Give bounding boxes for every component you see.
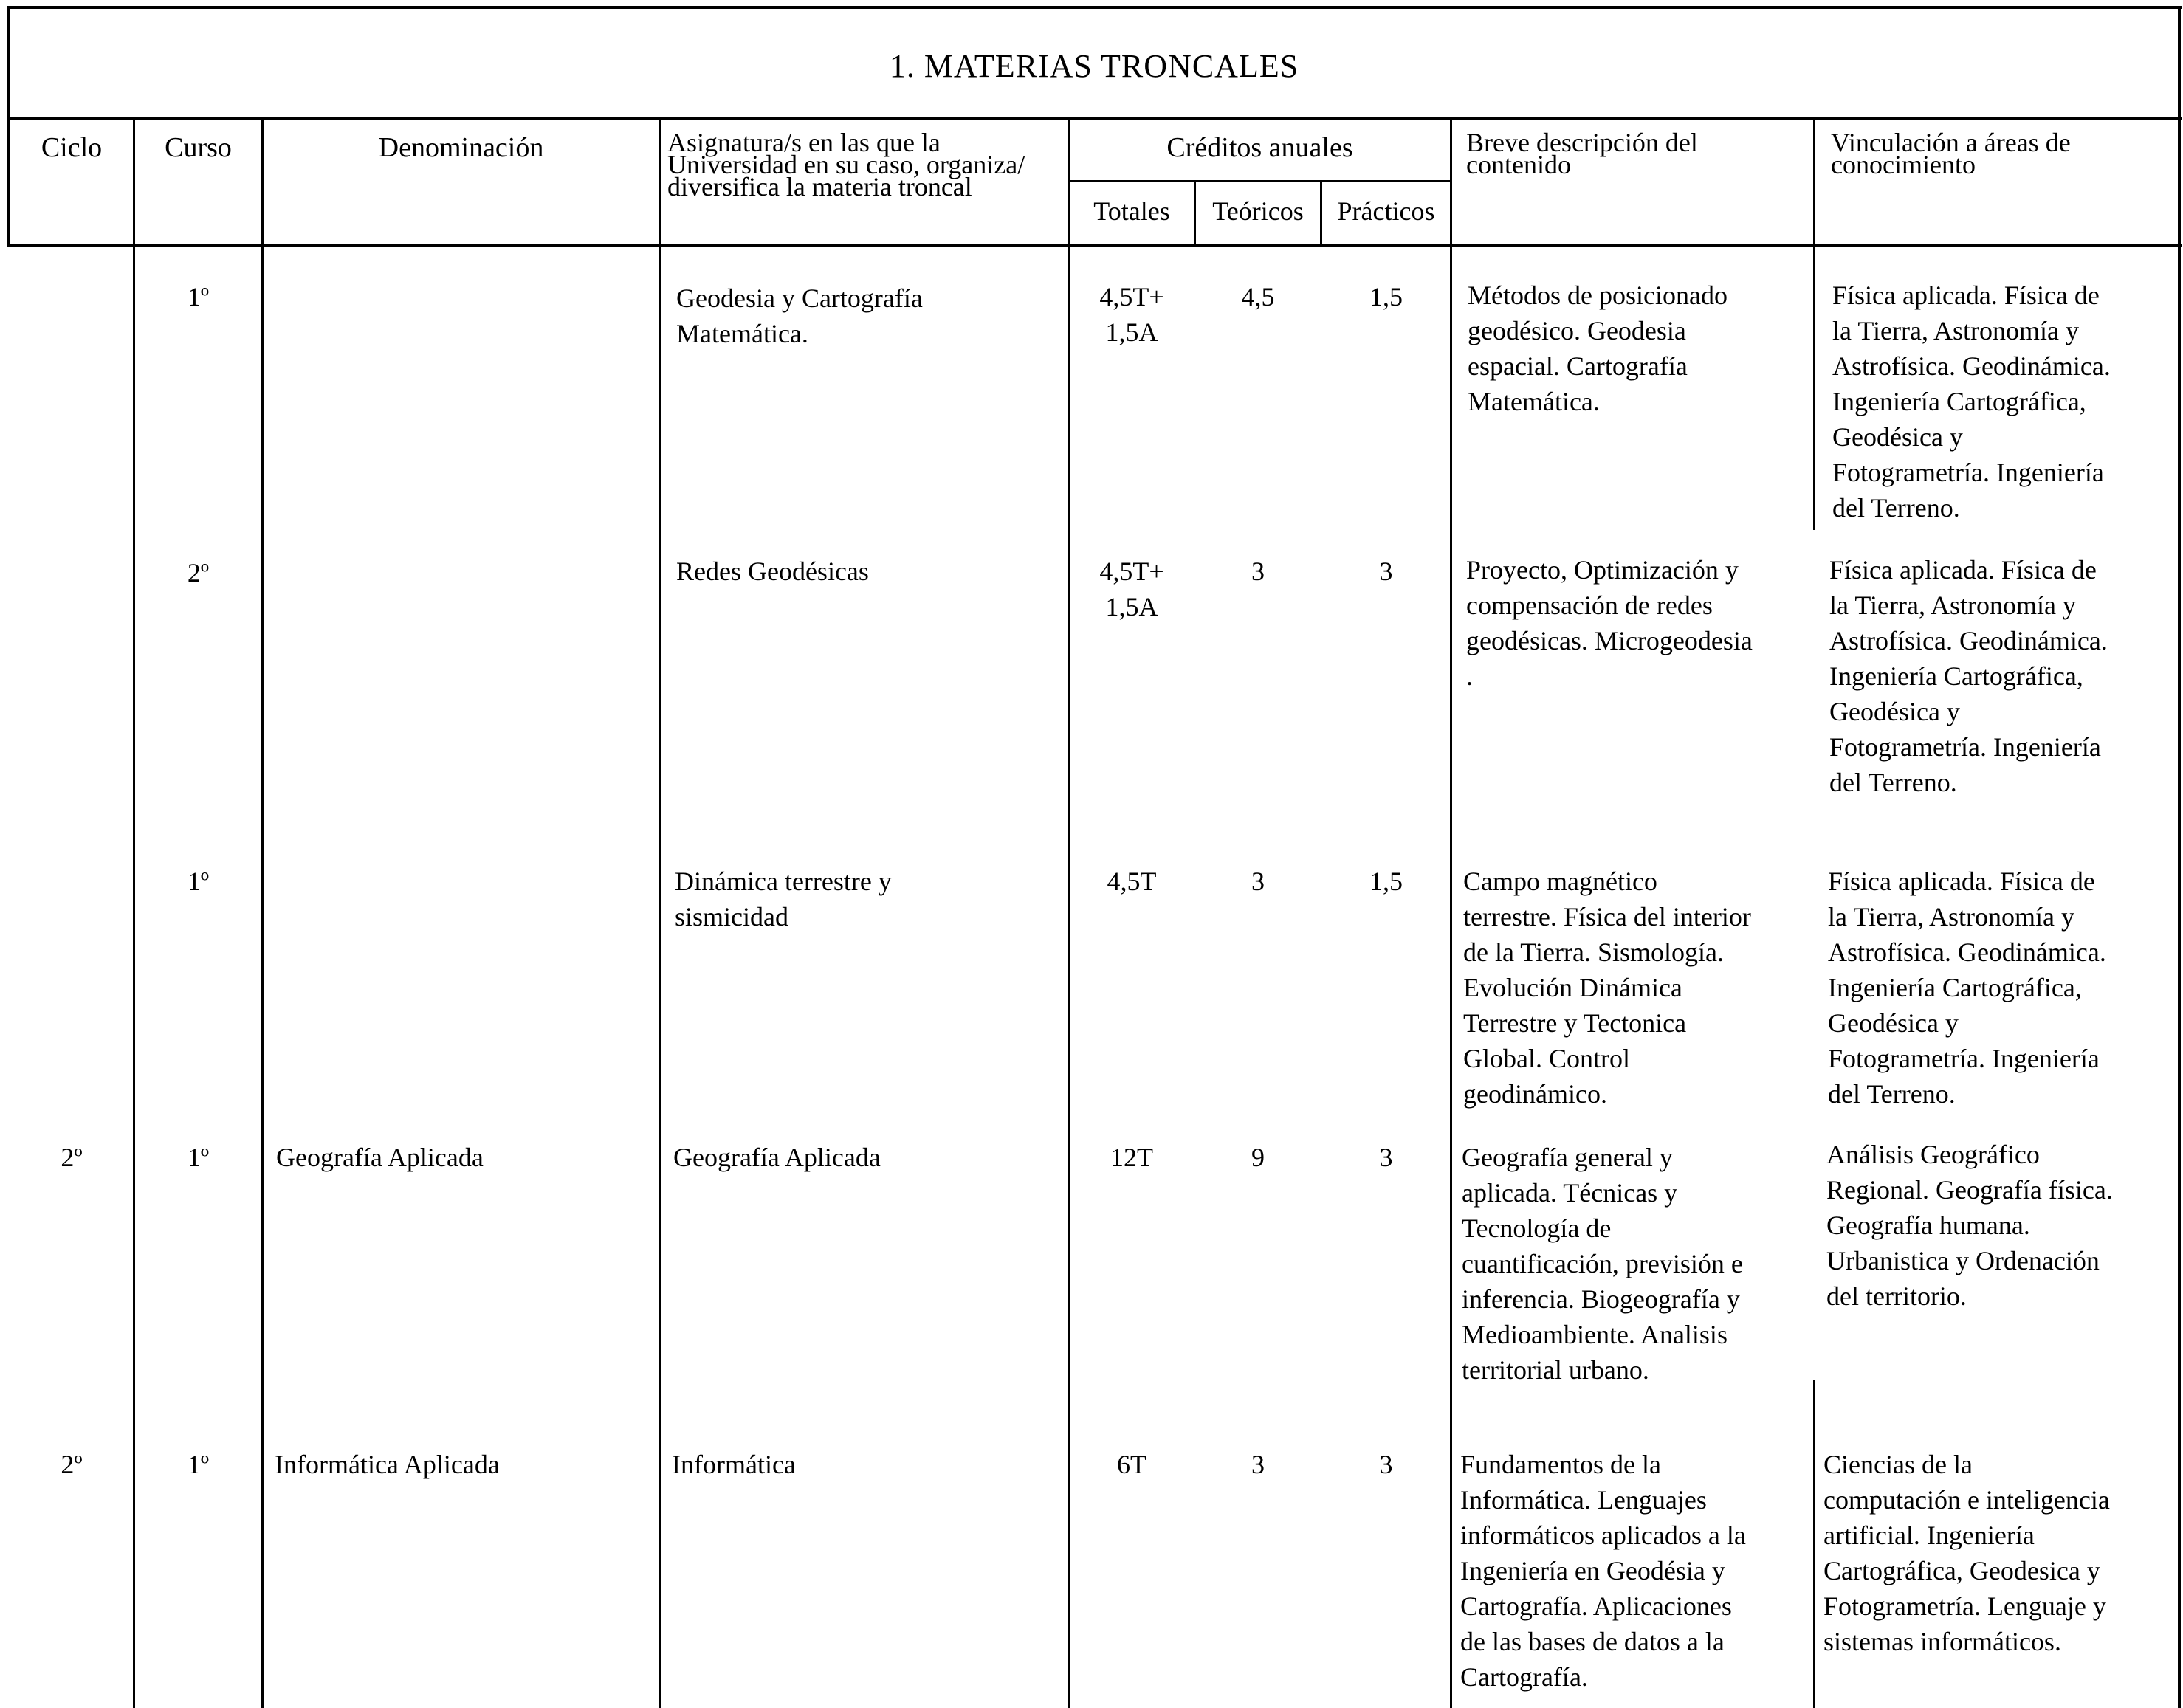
cell-vinculacion: Física aplicada. Física de la Tierra, Astronomía y Astrofísica. Geodinámica. Ingeniería Cartográfica, Geodésica y Fotogrametría. Ingeniería del Terreno. (1832, 280, 2111, 523)
header-totales: Totales (1093, 196, 1170, 226)
rule-creditos-sub (1068, 180, 1451, 182)
rule-title-bottom (7, 117, 2182, 120)
cell-ciclo: 2º (61, 1143, 83, 1172)
header-vinculacion: Vinculación a áreas de conocimiento (1831, 128, 2071, 179)
header-practicos: Prácticos (1337, 196, 1435, 226)
cell-curso: 1º (187, 282, 210, 311)
cell-teoricos: 3 (1251, 557, 1265, 586)
cell-curso: 2º (187, 558, 210, 588)
cell-vinculacion: Física aplicada. Física de la Tierra, Astronomía y Astrofísica. Geodinámica. Ingeniería Cartográfica, Geodésica y Fotogrametría. Ingeniería del Terreno. (1829, 555, 2108, 797)
cell-asignatura: Dinámica terrestre y sismicidad (675, 867, 892, 932)
header-ciclo: Ciclo (41, 132, 103, 163)
cell-vinculacion: Análisis Geográfico Regional. Geografía física. Geografía humana. Urbanistica y Ordenación del territorio. (1826, 1140, 2113, 1311)
col-line-7 (1450, 117, 1452, 1708)
cell-descripcion: Campo magnético terrestre. Física del interior de la Tierra. Sismología. Evolución Dinámica Terrestre y Tectonica Global. Control geodinámico. (1463, 867, 1751, 1109)
cell-asignatura: Geodesia y Cartografía Matemática. (676, 283, 923, 348)
cell-descripcion: Geografía general y aplicada. Técnicas y Tecnología de cuantificación, previsión e inferencia. Biogeografía y Medioambiente. Analisis territorial urbano. (1462, 1143, 1743, 1385)
header-denominacion: Denominación (378, 132, 544, 163)
col-line-8a (1813, 117, 1815, 530)
header-teoricos: Teóricos (1212, 196, 1304, 226)
cell-teoricos: 3 (1251, 1450, 1265, 1479)
cell-totales: 4,5T+ 1,5A (1099, 282, 1164, 347)
cell-practicos: 1,5 (1369, 867, 1403, 896)
cell-descripcion: Proyecto, Optimización y compensación de redes geodésicas. Microgeodesia . (1466, 555, 1753, 691)
cell-totales: 12T (1110, 1143, 1153, 1172)
cell-ciclo: 2º (61, 1450, 83, 1479)
header-descripcion: Breve descripción del contenido (1466, 128, 1698, 179)
cell-descripcion: Métodos de posicionado geodésico. Geodesia espacial. Cartografía Matemática. (1468, 280, 1728, 416)
col-line-8b (1813, 1380, 1815, 1708)
cell-teoricos: 3 (1251, 867, 1265, 896)
header-creditos: Créditos anuales (1166, 132, 1353, 163)
header-curso: Curso (165, 132, 232, 163)
table-title: 1. MATERIAS TRONCALES (889, 48, 1299, 84)
cell-curso: 1º (187, 1450, 210, 1479)
cell-descripcion: Fundamentos de la Informática. Lenguajes informáticos aplicados a la Ingeniería en Geodésia y Cartografía. Aplicaciones de las bases de datos a la Cartografía. (1460, 1450, 1746, 1692)
cell-teoricos: 4,5 (1241, 282, 1275, 311)
cell-vinculacion: Ciencias de la computación e inteligencia artificial. Ingeniería Cartográfica, Geodesica y Fotogrametría. Lenguaje y sistemas informáticos. (1823, 1450, 2110, 1656)
cell-curso: 1º (187, 1143, 210, 1172)
cell-asignatura: Informática (672, 1450, 796, 1479)
header-asignatura: Asignatura/s en las que la Universidad en su caso, organiza/ diversifica la materia troncal (667, 128, 1025, 202)
rule-header-bottom (7, 244, 2182, 247)
cell-practicos: 3 (1379, 1450, 1393, 1479)
cell-teoricos: 9 (1251, 1143, 1265, 1172)
cell-totales: 6T (1117, 1450, 1146, 1479)
cell-practicos: 1,5 (1369, 282, 1403, 311)
cell-totales: 4,5T+ 1,5A (1099, 557, 1164, 621)
cell-practicos: 3 (1379, 557, 1393, 586)
cell-denominacion: Geografía Aplicada (276, 1143, 484, 1172)
col-line-2 (261, 117, 264, 1708)
cell-asignatura: Redes Geodésicas (676, 557, 869, 586)
rule-top (7, 6, 2182, 9)
cell-denominacion: Informática Aplicada (275, 1450, 500, 1479)
col-line-3 (659, 117, 661, 1708)
cell-vinculacion: Física aplicada. Física de la Tierra, Astronomía y Astrofísica. Geodinámica. Ingeniería Cartográfica, Geodésica y Fotogrametría. Ingeniería del Terreno. (1828, 867, 2106, 1109)
cell-practicos: 3 (1379, 1143, 1393, 1172)
cell-asignatura: Geografía Aplicada (673, 1143, 881, 1172)
rule-right (2178, 6, 2181, 1708)
cell-totales: 4,5T (1107, 867, 1157, 896)
cell-curso: 1º (187, 867, 210, 896)
